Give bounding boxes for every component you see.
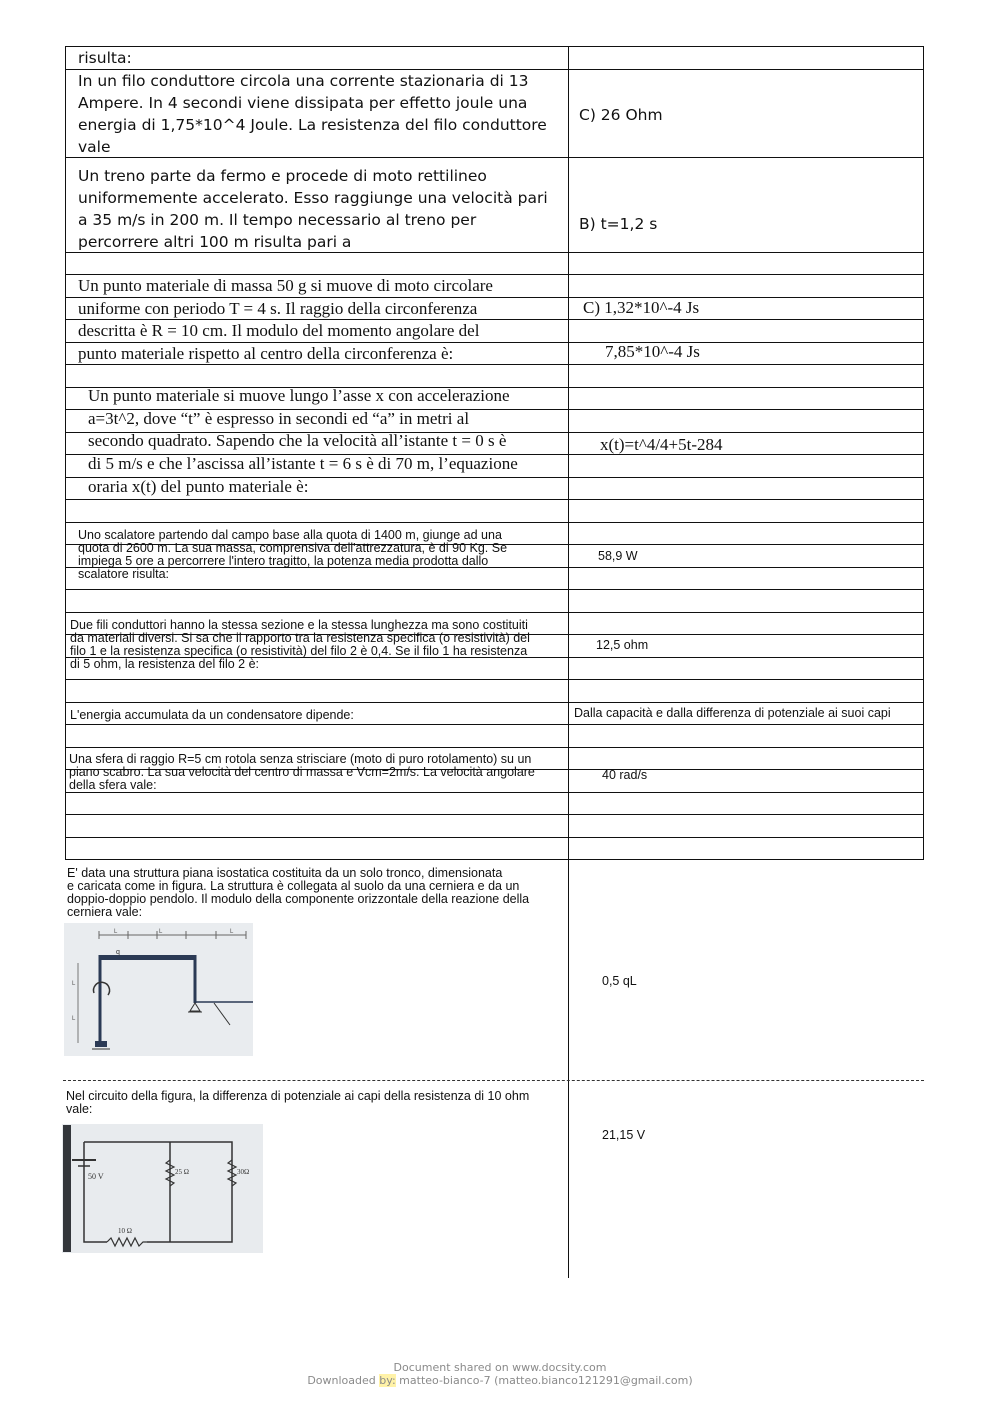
question-line: Un treno parte da fermo e procede di moto rettilineo — [78, 167, 487, 185]
question-line: a=3t^2, dove “t” è espresso in secondi ed “a” in metri al — [88, 409, 470, 428]
dim-label: L — [72, 981, 76, 987]
footer-by-highlight: by: — [379, 1374, 396, 1387]
question-line: Due fili conduttori hanno la stessa sezione e la stessa lunghezza ma sono costituiti — [70, 618, 528, 632]
question-line: a 35 m/s in 200 m. Il tempo necessario al treno per — [78, 211, 477, 229]
question-line: vale — [78, 138, 111, 156]
dashed-separator — [63, 1080, 924, 1081]
row-line — [65, 499, 924, 500]
question-line: Un punto materiale si muove lungo l’asse x con accelerazione — [88, 386, 510, 405]
footer-user: matteo-bianco-7 (matteo.bianco121291@gmail.com) — [395, 1374, 693, 1387]
dim-label: L — [230, 929, 234, 935]
question-line: Uno scalatore partendo dal campo base alla quota di 1400 m, giunge ad una — [78, 528, 502, 542]
row-line — [65, 792, 924, 793]
footer-shared: Document shared on www.docsity.com — [393, 1361, 607, 1374]
row-line — [65, 837, 924, 838]
row-line — [65, 679, 924, 680]
answer-text: B) t=1,2 s — [579, 215, 658, 233]
question-line: piano scabro. La sua velocità del centro di massa e Vcm=2m/s. La velocità angolare — [69, 765, 535, 779]
answer-text: 12,5 ohm — [596, 638, 649, 652]
answer-text: x(t)=t^4/4+5t-284 — [600, 435, 723, 454]
answer-text: 21,15 V — [602, 1128, 646, 1142]
row-line — [65, 724, 924, 725]
question-text-fragment: risulta: — [78, 49, 132, 67]
row-line — [65, 814, 924, 815]
question-line: della sfera vale: — [69, 778, 157, 792]
footer-downloaded-prefix: Downloaded — [307, 1374, 380, 1387]
answer-text: C) 26 Ohm — [579, 106, 663, 124]
answer-text: Dalla capacità e dalla differenza di potenziale ai suoi capi — [574, 706, 891, 720]
load-label: q — [116, 949, 120, 956]
row-line — [65, 747, 924, 748]
question-line: energia di 1,75*10^4 Joule. La resistenza del filo conduttore — [78, 116, 547, 134]
question-line: scalatore risulta: — [78, 567, 170, 581]
question-line: da materiali diversi. Si sa che il rapporto tra la resistenza specifica (o resistività) del — [70, 631, 530, 645]
battery-label: 50 V — [88, 1172, 104, 1181]
row-line — [65, 589, 924, 590]
question-line: doppio-doppio pendolo. Il modulo della componente orizzontale della reazione della — [67, 892, 530, 906]
row-line — [65, 859, 924, 860]
resistor-label: 30Ω — [237, 1168, 250, 1176]
row-line — [65, 702, 924, 703]
table-border-right — [923, 46, 924, 860]
row-line — [65, 46, 924, 47]
answer-text: C) 1,32*10^-4 Js — [583, 298, 700, 317]
question-line: E' data una struttura piana isostatica costituita da un solo tronco, dimensionata — [67, 866, 503, 880]
question-line: Una sfera di raggio R=5 cm rotola senza strisciare (moto di puro rotolamento) su un — [69, 752, 532, 766]
question-line: impiega 5 ore a percorrere l'intero tragitto, la potenza media prodotta dallo — [78, 554, 489, 568]
question-line: Ampere. In 4 secondi viene dissipata per effetto joule una — [78, 94, 528, 112]
footer-downloaded — [0, 1374, 1000, 1387]
question-line: vale: — [66, 1102, 93, 1116]
question-line: filo 1 e la resistenza specifica (o resistività) del filo 2 è 0,4. Se il filo 1 ha resistenza — [70, 644, 528, 658]
row-line — [65, 522, 924, 523]
row-line — [65, 157, 924, 158]
question-line: punto materiale rispetto al centro della circonferenza è: — [78, 344, 454, 363]
dim-label: L — [159, 929, 163, 935]
table-border-left — [65, 46, 66, 860]
question-line: L'energia accumulata da un condensatore dipende: — [70, 708, 354, 722]
question-line: uniforme con periodo T = 4 s. Il raggio della circonferenza — [78, 299, 478, 318]
question-line: e caricata come in figura. La struttura è collegata al suolo da una cerniera e da un — [67, 879, 520, 893]
question-line: oraria x(t) del punto materiale è: — [88, 477, 309, 496]
question-line: In un filo conduttore circola una corrente stazionaria di 13 — [78, 72, 529, 90]
structure-figure — [64, 923, 253, 1056]
resistor-label: 25 Ω — [175, 1168, 189, 1176]
question-line: Un punto materiale di massa 50 g si muove di moto circolare — [78, 276, 493, 295]
question-line: uniformemente accelerato. Esso raggiunge una velocità pari — [78, 189, 548, 207]
answer-text: 58,9 W — [598, 549, 638, 563]
dim-label: L — [114, 929, 118, 935]
question-line: di 5 ohm, la resistenza del filo 2 è: — [70, 657, 259, 671]
question-line: cerniera vale: — [67, 905, 143, 919]
question-line: quota di 2600 m. La sua massa, comprensiva dell'attrezzatura, è di 90 Kg. Se — [78, 541, 508, 555]
answer-text: 0,5 qL — [602, 974, 637, 988]
question-line: percorrere altri 100 m risulta pari a — [78, 233, 352, 251]
question-line: secondo quadrato. Sapendo che la velocità all’istante t = 0 s è — [88, 431, 507, 450]
question-line: di 5 m/s e che l’ascissa all’istante t = 6 s è di 70 m, l’equazione — [88, 454, 518, 473]
dim-label: L — [72, 1016, 76, 1022]
answer-text: 40 rad/s — [602, 768, 648, 782]
table-column-divider — [568, 46, 569, 1278]
resistor-label: 10 Ω — [118, 1227, 132, 1235]
question-line: descritta è R = 10 cm. Il modulo del momento angolare del — [78, 321, 480, 340]
circuit-figure — [62, 1124, 263, 1253]
question-line: Nel circuito della figura, la differenza di potenziale ai capi della resistenza di 10 ohm — [66, 1089, 530, 1103]
answer-text-alt: 7,85*10^-4 Js — [605, 342, 700, 361]
row-line — [65, 612, 924, 613]
